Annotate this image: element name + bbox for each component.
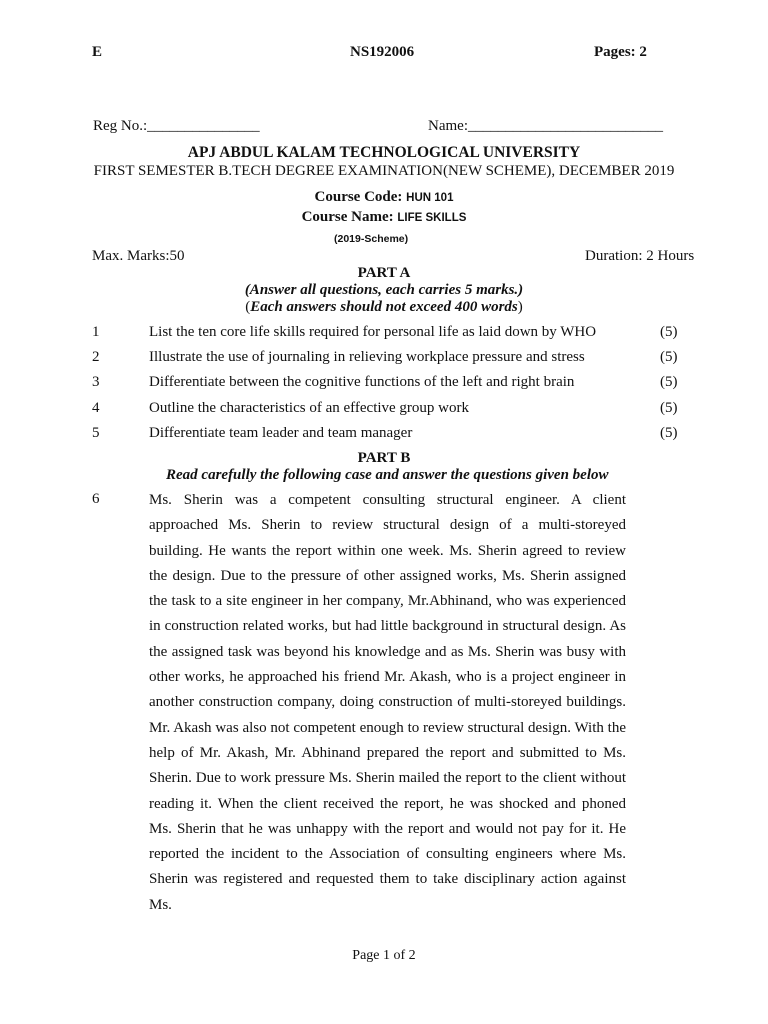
- scheme-label: (2019-Scheme): [334, 233, 409, 245]
- question-marks: (5): [660, 374, 678, 390]
- course-code: [0, 189, 768, 206]
- instruction-open-paren: (: [245, 299, 251, 315]
- instruction-text: Each answers should not exceed 400 words: [250, 299, 518, 315]
- exam-title: FIRST SEMESTER B.TECH DEGREE EXAMINATION(NEW SCHEME), DECEMBER 2019: [93, 163, 675, 179]
- question-number: 2: [92, 349, 100, 365]
- exam-set-code: E: [92, 44, 103, 60]
- question-number: 3: [92, 374, 100, 390]
- case-question-number: 6: [92, 491, 100, 507]
- question-marks: (5): [660, 349, 678, 365]
- question-row: [0, 425, 768, 447]
- question-number: 1: [92, 324, 100, 340]
- question-number: 4: [92, 400, 100, 416]
- question-text: Outline the characteristics of an effective group work: [149, 400, 470, 416]
- duration: Duration: 2 Hours: [585, 248, 695, 264]
- instruction-close-paren: ): [517, 299, 523, 315]
- question-number: 5: [92, 425, 100, 441]
- course-code-value: HUN 101: [406, 192, 454, 204]
- course-name: [0, 209, 768, 226]
- question-row: [0, 374, 768, 396]
- name-field: Name:__________________________: [428, 118, 663, 134]
- page-footer: Page 1 of 2: [352, 948, 416, 963]
- exam-paper-code: NS192006: [350, 44, 415, 60]
- question-row: [0, 324, 768, 346]
- course-code-label: Course Code:: [314, 189, 407, 205]
- question-marks: (5): [660, 324, 678, 340]
- case-study-text: Ms. Sherin was a competent consulting structural engineer. A client approached Ms. Sherin to review structural design of a multi-storeyed building. He wants the report within one week. Ms. Sherin agreed to review the design. Due to the pressure of other assigned works, Ms. Sherin assigned the task to a site engineer in her company, Mr.Abhinand, who was experienced in construction related works, but had little background in structural design. As the assigned task was beyond his knowledge and as Ms. Sherin was busy with other works, he approached his friend Mr. Akash, who is a project engineer in another construction company, doing construction of multi-storeyed buildings. Mr. Akash was also not competent enough to review structural design. With the help of Mr. Akash, Mr. Abhinand prepared the report and submitted to Ms. Sherin. Due to work pressure Ms. Sherin mailed the report to the client without reading it. When the client received the report, he was shocked and phoned Ms. Sherin that he was unhappy with the report and would not pay for it. He reported the incident to the Association of consulting engineers where Ms. Sherin was registered and requested them to take disciplinary action against Ms.: [149, 492, 626, 913]
- question-text: Illustrate the use of journaling in relieving workplace pressure and stress: [149, 349, 585, 365]
- reg-no-field: Reg No.:_______________: [93, 118, 260, 134]
- question-marks: (5): [660, 400, 678, 416]
- part-b-heading: PART B: [357, 450, 411, 466]
- max-marks: Max. Marks:50: [92, 248, 185, 264]
- question-row: [0, 400, 768, 422]
- course-name-label: Course Name:: [301, 209, 398, 225]
- question-text: Differentiate between the cognitive functions of the left and right brain: [149, 374, 575, 390]
- question-marks: (5): [660, 425, 678, 441]
- page-count: Pages: 2: [594, 44, 647, 60]
- university-title: APJ ABDUL KALAM TECHNOLOGICAL UNIVERSITY: [187, 144, 581, 161]
- part-a-heading: PART A: [357, 265, 411, 281]
- question-text: Differentiate team leader and team manager: [149, 425, 413, 441]
- question-row: [0, 349, 768, 371]
- part-a-instruction-1: (Answer all questions, each carries 5 marks.): [244, 282, 524, 298]
- part-b-instruction: Read carefully the following case and answer the questions given below: [166, 467, 609, 483]
- course-name-value: LIFE SKILLS: [397, 212, 467, 224]
- question-text: List the ten core life skills required for personal life as laid down by WHO: [149, 324, 597, 340]
- part-a-instruction-2: [0, 299, 768, 316]
